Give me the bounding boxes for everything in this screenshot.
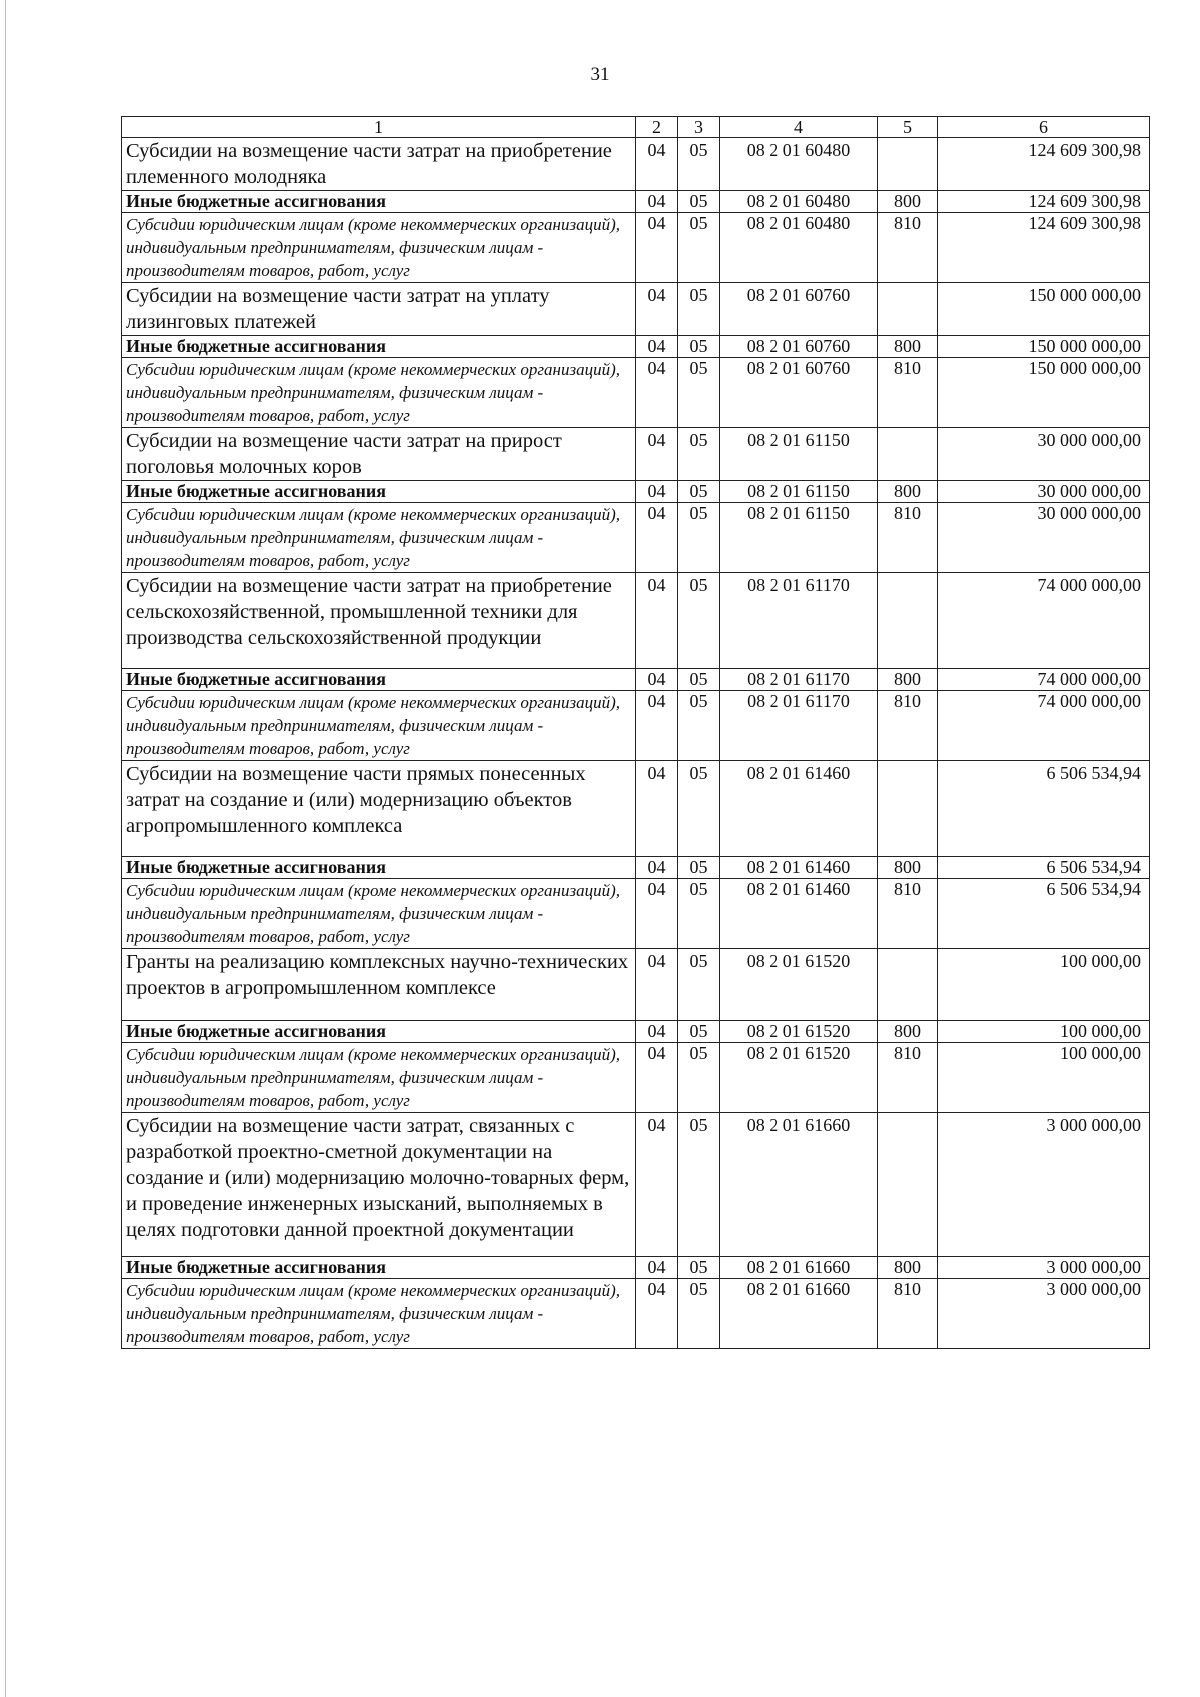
row-section-code: 04	[636, 669, 678, 691]
row-target-article-code: 08 2 01 61660	[720, 1279, 878, 1349]
row-subsection-code: 05	[678, 1043, 720, 1113]
row-section-code: 04	[636, 336, 678, 358]
row-target-article-code: 08 2 01 60480	[720, 191, 878, 213]
row-description: Субсидии юридическим лицам (кроме некоммерческих организаций), индивидуальным предпринимателям, физическим лицам - производителям товаров, работ, услуг	[122, 503, 636, 573]
row-subsection-code: 05	[678, 573, 720, 669]
row-target-article-code: 08 2 01 61460	[720, 879, 878, 949]
row-amount: 6 506 534,94	[938, 857, 1150, 879]
row-section-code: 04	[636, 1257, 678, 1279]
row-target-article-code: 08 2 01 61660	[720, 1113, 878, 1257]
row-expense-type-code: 800	[878, 481, 938, 503]
row-amount: 150 000 000,00	[938, 283, 1150, 336]
row-section-code: 04	[636, 573, 678, 669]
row-description: Иные бюджетные ассигнования	[122, 669, 636, 691]
table-row-other	[122, 481, 1150, 503]
row-subsection-code: 05	[678, 669, 720, 691]
row-expense-type-code: 800	[878, 857, 938, 879]
row-amount: 74 000 000,00	[938, 573, 1150, 669]
table-row-other	[122, 669, 1150, 691]
header-col-4: 4	[720, 117, 878, 138]
row-description: Иные бюджетные ассигнования	[122, 857, 636, 879]
table-row-other	[122, 336, 1150, 358]
row-description: Субсидии юридическим лицам (кроме некоммерческих организаций), индивидуальным предпринимателям, физическим лицам - производителям товаров, работ, услуг	[122, 358, 636, 428]
row-description: Гранты на реализацию комплексных научно-технических проектов в агропромышленном комплексе	[122, 949, 636, 1021]
row-expense-type-code: 800	[878, 1257, 938, 1279]
row-subsection-code: 05	[678, 1113, 720, 1257]
row-expense-type-code: 810	[878, 1043, 938, 1113]
table-row-other	[122, 1257, 1150, 1279]
row-expense-type-code	[878, 428, 938, 481]
row-description: Субсидии на возмещение части затрат на уплату лизинговых платежей	[122, 283, 636, 336]
row-target-article-code: 08 2 01 60760	[720, 336, 878, 358]
row-expense-type-code	[878, 138, 938, 191]
row-target-article-code: 08 2 01 61150	[720, 481, 878, 503]
row-amount: 30 000 000,00	[938, 503, 1150, 573]
table-row-sub	[122, 503, 1150, 573]
row-target-article-code: 08 2 01 61520	[720, 1043, 878, 1113]
row-section-code: 04	[636, 428, 678, 481]
row-amount: 100 000,00	[938, 1043, 1150, 1113]
row-section-code: 04	[636, 213, 678, 283]
row-amount: 74 000 000,00	[938, 669, 1150, 691]
table-row-other	[122, 1021, 1150, 1043]
row-expense-type-code: 810	[878, 358, 938, 428]
row-description: Иные бюджетные ассигнования	[122, 481, 636, 503]
row-amount: 30 000 000,00	[938, 428, 1150, 481]
row-amount: 3 000 000,00	[938, 1257, 1150, 1279]
row-section-code: 04	[636, 761, 678, 857]
header-row	[122, 117, 1150, 138]
row-expense-type-code	[878, 949, 938, 1021]
header-col-5: 5	[878, 117, 938, 138]
row-section-code: 04	[636, 879, 678, 949]
table-row-main	[122, 283, 1150, 336]
row-description: Субсидии на возмещение части затрат на приобретение сельскохозяйственной, промышленной техники для производства сельскохозяйственной продукции	[122, 573, 636, 669]
row-target-article-code: 08 2 01 61660	[720, 1257, 878, 1279]
row-amount: 3 000 000,00	[938, 1113, 1150, 1257]
row-amount: 124 609 300,98	[938, 138, 1150, 191]
row-subsection-code: 05	[678, 857, 720, 879]
header-col-6: 6	[938, 117, 1150, 138]
table-row-sub	[122, 213, 1150, 283]
page-number: 31	[590, 64, 610, 85]
table-row-other	[122, 857, 1150, 879]
row-target-article-code: 08 2 01 61150	[720, 428, 878, 481]
row-target-article-code: 08 2 01 61170	[720, 691, 878, 761]
row-amount: 6 506 534,94	[938, 761, 1150, 857]
row-subsection-code: 05	[678, 503, 720, 573]
row-description: Субсидии на возмещение части затрат на приобретение племенного молодняка	[122, 138, 636, 191]
row-target-article-code: 08 2 01 60760	[720, 283, 878, 336]
row-section-code: 04	[636, 481, 678, 503]
header-col-2: 2	[636, 117, 678, 138]
row-expense-type-code: 810	[878, 879, 938, 949]
row-section-code: 04	[636, 857, 678, 879]
row-section-code: 04	[636, 691, 678, 761]
row-description: Субсидии на возмещение части прямых понесенных затрат на создание и (или) модернизацию объектов агропромышленного комплекса	[122, 761, 636, 857]
table-row-main	[122, 428, 1150, 481]
row-amount: 6 506 534,94	[938, 879, 1150, 949]
budget-table	[121, 116, 1150, 1349]
row-description: Иные бюджетные ассигнования	[122, 336, 636, 358]
row-subsection-code: 05	[678, 358, 720, 428]
row-description: Субсидии юридическим лицам (кроме некоммерческих организаций), индивидуальным предпринимателям, физическим лицам - производителям товаров, работ, услуг	[122, 213, 636, 283]
row-expense-type-code: 800	[878, 1021, 938, 1043]
row-description: Иные бюджетные ассигнования	[122, 191, 636, 213]
table-row-main	[122, 1113, 1150, 1257]
row-subsection-code: 05	[678, 1279, 720, 1349]
row-expense-type-code	[878, 761, 938, 857]
row-description: Субсидии юридическим лицам (кроме некоммерческих организаций), индивидуальным предпринимателям, физическим лицам - производителям товаров, работ, услуг	[122, 691, 636, 761]
row-subsection-code: 05	[678, 1257, 720, 1279]
row-description: Иные бюджетные ассигнования	[122, 1257, 636, 1279]
row-description: Субсидии юридическим лицам (кроме некоммерческих организаций), индивидуальным предпринимателям, физическим лицам - производителям товаров, работ, услуг	[122, 1043, 636, 1113]
row-amount: 100 000,00	[938, 949, 1150, 1021]
row-subsection-code: 05	[678, 283, 720, 336]
row-target-article-code: 08 2 01 60760	[720, 358, 878, 428]
row-target-article-code: 08 2 01 61520	[720, 949, 878, 1021]
row-subsection-code: 05	[678, 191, 720, 213]
table-body	[122, 138, 1150, 1349]
row-subsection-code: 05	[678, 336, 720, 358]
table-row-main	[122, 573, 1150, 669]
row-subsection-code: 05	[678, 138, 720, 191]
row-expense-type-code: 800	[878, 336, 938, 358]
row-expense-type-code: 800	[878, 191, 938, 213]
row-section-code: 04	[636, 1279, 678, 1349]
row-expense-type-code	[878, 283, 938, 336]
row-expense-type-code: 810	[878, 503, 938, 573]
table-row-sub	[122, 1279, 1150, 1349]
table-row-sub	[122, 879, 1150, 949]
row-section-code: 04	[636, 191, 678, 213]
row-description: Субсидии юридическим лицам (кроме некоммерческих организаций), индивидуальным предпринимателям, физическим лицам - производителям товаров, работ, услуг	[122, 879, 636, 949]
row-subsection-code: 05	[678, 213, 720, 283]
table-row-sub	[122, 358, 1150, 428]
row-subsection-code: 05	[678, 481, 720, 503]
header-col-3: 3	[678, 117, 720, 138]
row-target-article-code: 08 2 01 61170	[720, 669, 878, 691]
row-description: Субсидии на возмещение части затрат на прирост поголовья молочных коров	[122, 428, 636, 481]
row-expense-type-code: 810	[878, 1279, 938, 1349]
row-subsection-code: 05	[678, 949, 720, 1021]
scan-edge-line	[5, 0, 6, 1697]
table-row-main	[122, 949, 1150, 1021]
table-row-other	[122, 191, 1150, 213]
row-expense-type-code: 810	[878, 691, 938, 761]
row-target-article-code: 08 2 01 60480	[720, 138, 878, 191]
row-amount: 74 000 000,00	[938, 691, 1150, 761]
row-description: Иные бюджетные ассигнования	[122, 1021, 636, 1043]
row-target-article-code: 08 2 01 60480	[720, 213, 878, 283]
row-amount: 3 000 000,00	[938, 1279, 1150, 1349]
row-section-code: 04	[636, 1021, 678, 1043]
row-description: Субсидии на возмещение части затрат, связанных с разработкой проектно-сметной документации на создание и (или) модернизацию молочно-товарных ферм, и проведение инженерных изысканий, выполняемых в целях подготовки данной проектной документации	[122, 1113, 636, 1257]
row-target-article-code: 08 2 01 61150	[720, 503, 878, 573]
row-subsection-code: 05	[678, 879, 720, 949]
row-amount: 124 609 300,98	[938, 213, 1150, 283]
row-section-code: 04	[636, 503, 678, 573]
row-target-article-code: 08 2 01 61520	[720, 1021, 878, 1043]
header-col-1: 1	[122, 117, 636, 138]
row-amount: 150 000 000,00	[938, 358, 1150, 428]
row-section-code: 04	[636, 138, 678, 191]
row-section-code: 04	[636, 283, 678, 336]
row-target-article-code: 08 2 01 61460	[720, 857, 878, 879]
row-expense-type-code: 800	[878, 669, 938, 691]
row-expense-type-code	[878, 573, 938, 669]
row-amount: 30 000 000,00	[938, 481, 1150, 503]
row-amount: 100 000,00	[938, 1021, 1150, 1043]
table-row-sub	[122, 691, 1150, 761]
table-row-main	[122, 138, 1150, 191]
row-expense-type-code	[878, 1113, 938, 1257]
row-subsection-code: 05	[678, 691, 720, 761]
table-row-main	[122, 761, 1150, 857]
row-amount: 150 000 000,00	[938, 336, 1150, 358]
row-section-code: 04	[636, 1043, 678, 1113]
row-subsection-code: 05	[678, 761, 720, 857]
row-amount: 124 609 300,98	[938, 191, 1150, 213]
row-section-code: 04	[636, 1113, 678, 1257]
row-subsection-code: 05	[678, 1021, 720, 1043]
row-subsection-code: 05	[678, 428, 720, 481]
table-row-sub	[122, 1043, 1150, 1113]
row-target-article-code: 08 2 01 61170	[720, 573, 878, 669]
row-section-code: 04	[636, 949, 678, 1021]
row-expense-type-code: 810	[878, 213, 938, 283]
row-section-code: 04	[636, 358, 678, 428]
row-description: Субсидии юридическим лицам (кроме некоммерческих организаций), индивидуальным предпринимателям, физическим лицам - производителям товаров, работ, услуг	[122, 1279, 636, 1349]
row-target-article-code: 08 2 01 61460	[720, 761, 878, 857]
